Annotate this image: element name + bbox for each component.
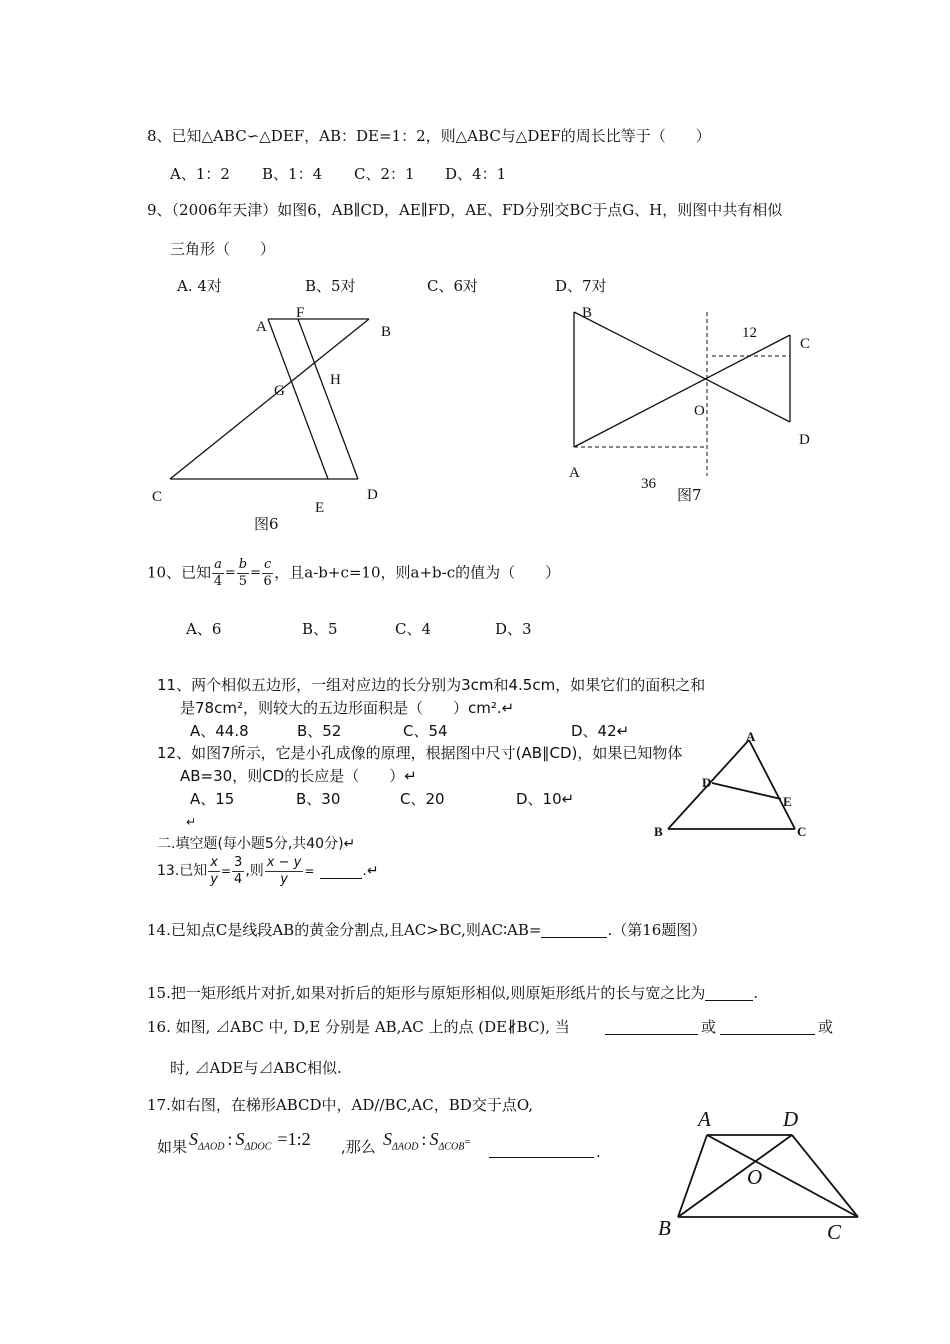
q13-frac2-num: 3 <box>234 855 243 870</box>
fig7-dim-bottom: 36 <box>641 476 656 492</box>
q8-option-c: C、2：1 <box>354 165 415 183</box>
fig6-label-e: E <box>315 500 325 516</box>
q14-answer-blank[interactable] <box>541 923 607 938</box>
fig6-label-h: H <box>330 372 341 388</box>
fig7-label-b: B <box>582 305 593 321</box>
q10-fraction-b <box>237 557 249 589</box>
q8-stem: 8、已知△ABC∽△DEF，AB：DE=1：2，则△ABC与△DEF的周长比等于（ ） <box>147 127 711 145</box>
q12-option-a: A、15 <box>190 790 235 808</box>
q17-if: 如果 <box>157 1138 188 1156</box>
fig7-label-a: A <box>569 465 580 481</box>
q16-not-parallel: ∦ <box>507 1018 517 1036</box>
q17-answer-blank[interactable] <box>489 1143 594 1158</box>
q16-line1-a: 16. 如图, ⊿ABC 中, D,E 分别是 AB,AC 上的点 (DE <box>147 1018 508 1036</box>
q16-line1-b: BC), 当 <box>516 1018 570 1036</box>
q10-eq2: = <box>250 565 261 581</box>
fig17-label-c: C <box>827 1220 842 1244</box>
fig7-segment-bd <box>574 312 790 422</box>
q13-suffix: .↵ <box>362 863 379 880</box>
q13-frac2-den: 4 <box>234 871 243 887</box>
q16-line1 <box>147 1020 570 1035</box>
fig6-label-c: C <box>152 489 163 505</box>
q11-option-c: C、54 <box>403 722 448 740</box>
q13-fraction-34 <box>232 855 244 887</box>
q17-sub-aod-2: ΔAOD <box>392 1141 419 1153</box>
q10-stem <box>147 557 560 589</box>
q14-stem <box>147 923 706 938</box>
q12-option-c: C、20 <box>400 790 445 808</box>
q12-line2: AB=30，则CD的长应是（ ）↵ <box>180 767 417 785</box>
q17-eq: = <box>464 1136 471 1148</box>
fig17-label-d: D <box>783 1107 799 1131</box>
fig6-label-f: F <box>296 305 305 321</box>
q10-frac3-den: 6 <box>263 573 272 589</box>
fig7-caption: 图7 <box>677 486 702 504</box>
q8-option-d: D、4：1 <box>445 165 507 183</box>
fig16-label-c: C <box>797 824 807 839</box>
q14-text: 14.已知点C是线段AB的黄金分割点,且AC>BC,则AC∶AB= <box>147 921 542 939</box>
q17-sub-aod-1: ΔAOD <box>198 1141 225 1153</box>
q11-option-d: D、42↵ <box>571 722 630 740</box>
q13-answer-blank[interactable] <box>320 864 362 879</box>
section2-title: 二.填空题(每小题5分,共40分)↵ <box>157 836 356 852</box>
q13-stem <box>157 855 379 887</box>
q14-end: .（第16题图） <box>607 921 707 939</box>
q9-option-b: B、5对 <box>305 277 356 295</box>
q17-colon-2: : <box>421 1129 427 1149</box>
q10-frac3-num: c <box>264 557 272 572</box>
fig6-caption: 图6 <box>254 515 279 533</box>
q16-answer-blank-2[interactable] <box>720 1020 815 1035</box>
q10-suffix: ，且a-b+c=10，则a+b-c的值为（ ） <box>274 563 561 582</box>
q10-option-a: A、6 <box>186 620 222 638</box>
q10-eq1: = <box>224 565 236 581</box>
q8-option-b: B、1：4 <box>262 165 323 183</box>
fig7-label-d: D <box>799 432 810 448</box>
q17-s4: S <box>429 1129 439 1149</box>
fig7-label-c: C <box>800 336 811 352</box>
q15-end: . <box>753 984 759 1002</box>
q17-condition <box>189 1130 311 1153</box>
fig17-segment-dc <box>792 1135 858 1217</box>
q16-or-1: 或 <box>701 1018 717 1036</box>
q9-stem-line1: 9、（2006年天津）如图6，AB∥CD，AE∥FD，AE、FD分别交BC于点G、H，则图中共有相似 <box>147 201 783 219</box>
q13-frac1-num: x <box>210 855 218 870</box>
fig6-label-b: B <box>381 324 392 340</box>
fig7-segment-ac <box>574 335 790 447</box>
fig16-segment-ac <box>749 740 795 829</box>
q17-end: . <box>596 1143 601 1161</box>
fig7-dim-top: 12 <box>742 325 757 341</box>
q12-option-b: B、30 <box>296 790 341 808</box>
fig16-segment-de <box>712 783 781 799</box>
fig7-label-o: O <box>694 403 705 419</box>
q10-fraction-a <box>212 557 224 589</box>
q17-sub-cob: ΔCOB <box>438 1141 465 1153</box>
q13-frac1-den: y <box>210 871 218 887</box>
q13-mid: ,则 <box>245 863 264 880</box>
fig6-label-a: A <box>256 319 267 335</box>
q16-answer-blank-1[interactable] <box>605 1020 698 1035</box>
q9-option-c: C、6对 <box>427 277 479 295</box>
q12-option-d: D、10↵ <box>516 790 575 808</box>
q15-answer-blank[interactable] <box>705 986 753 1001</box>
fig16-label-a: A <box>746 729 756 744</box>
q17-s3: S <box>383 1129 392 1149</box>
q12-trail: ↵ <box>186 815 197 829</box>
q10-option-b: B、5 <box>302 620 338 638</box>
q13-frac3-num: x − y <box>266 855 302 870</box>
fig6-segment-bc <box>170 319 369 479</box>
q10-frac1-den: 4 <box>213 573 223 589</box>
q13-fraction-xminusy <box>265 855 304 887</box>
q13-frac3-den: y <box>280 871 288 887</box>
fig17-diagonal-ac <box>707 1135 858 1217</box>
fig6-label-d: D <box>367 487 378 503</box>
q15-text: 15.把一矩形纸片对折,如果对折后的矩形与原矩形相似,则原矩形纸片的长与宽之比为 <box>147 984 706 1002</box>
q17-s2: S <box>235 1129 245 1149</box>
q10-prefix: 10、已知 <box>147 563 212 582</box>
fig6-label-g: G <box>274 383 285 399</box>
q17-line1: 17.如右图，在梯形ABCD中，AD//BC,AC，BD交于点O, <box>147 1096 534 1114</box>
fig16-label-b: B <box>654 824 663 839</box>
q11-line2: 是78cm²，则较大的五边形面积是（ ）cm².↵ <box>180 699 515 717</box>
q12-line1: 12、如图7所示，它是小孔成像的原理，根据图中尺寸(AB∥CD)，如果已知物体 <box>157 744 683 762</box>
fig17-diagonal-bd <box>678 1135 792 1217</box>
q16-line2: 时, ⊿ADE与⊿ABC相似. <box>170 1059 342 1077</box>
q13-fraction-xy <box>208 855 220 887</box>
fig17-segment-ab <box>678 1135 707 1217</box>
q11-option-b: B、52 <box>297 722 342 740</box>
fig17-label-o: O <box>747 1165 763 1189</box>
q9-option-a: A. 4对 <box>177 277 222 295</box>
q13-eq1: = <box>220 864 232 879</box>
q13-prefix: 13.已知 <box>157 863 208 880</box>
fig17-label-a: A <box>698 1107 711 1131</box>
q10-frac1-num: a <box>214 557 222 572</box>
q10-fraction-c <box>262 557 273 589</box>
fig17-label-b: B <box>658 1216 671 1240</box>
q10-frac2-den: 5 <box>238 573 248 589</box>
fig16-label-e: E <box>783 794 792 809</box>
q16-or-2: 或 <box>818 1018 834 1036</box>
q17-then: ,那么 <box>341 1138 376 1156</box>
q11-line1: 11、两个相似五边形，一组对应边的长分别为3cm和4.5cm，如果它们的面积之和 <box>157 676 706 694</box>
q13-eq2: = <box>304 864 315 879</box>
q9-stem-line2: 三角形（ ） <box>170 240 276 258</box>
q10-option-c: C、4 <box>395 620 432 638</box>
q10-option-d: D、3 <box>495 620 532 638</box>
q9-option-d: D、7对 <box>555 277 607 295</box>
q17-sub-doc: ΔDOC <box>244 1141 272 1153</box>
q11-option-a: A、44.8 <box>190 722 249 740</box>
q15-stem <box>147 986 758 1001</box>
fig6-segment-ae <box>268 319 328 479</box>
q17-colon-1: : <box>227 1129 233 1149</box>
q17-ratio: =1:2 <box>277 1129 311 1149</box>
q17-question <box>383 1130 471 1153</box>
fig16-label-d: D <box>702 775 712 790</box>
q8-option-a: A、1：2 <box>170 165 230 183</box>
fig6-segment-fd <box>298 319 358 479</box>
q17-s1: S <box>189 1129 198 1149</box>
q10-frac2-num: b <box>238 557 248 572</box>
